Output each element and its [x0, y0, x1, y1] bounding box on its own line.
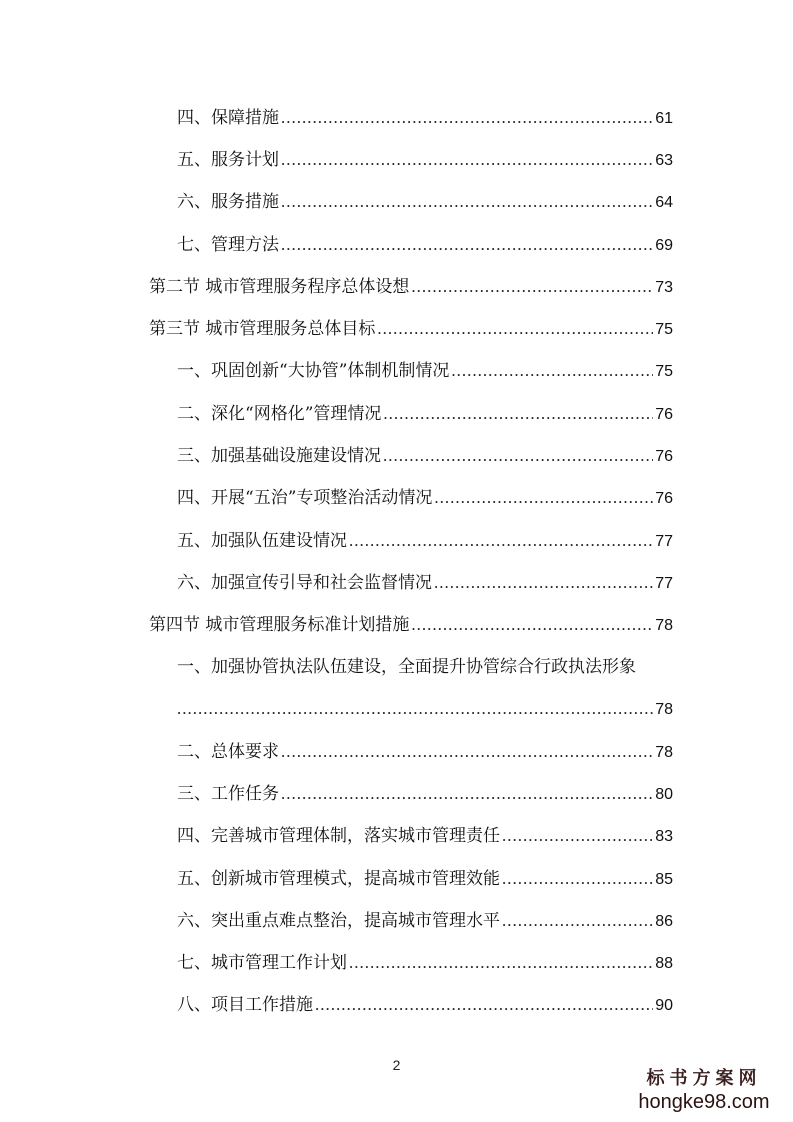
- toc-entry-label: 八、项目工作措施: [177, 995, 313, 1015]
- toc-entry-page: 85: [655, 871, 673, 888]
- toc-entry-label: 六、服务措施: [177, 192, 279, 212]
- toc-entry-page: 73: [655, 279, 673, 296]
- dot-leader: [377, 317, 653, 341]
- dot-leader: [434, 571, 653, 595]
- toc-entry-label: 第三节 城市管理服务总体目标: [149, 319, 376, 339]
- toc-entry-label: 七、城市管理工作计划: [177, 953, 347, 973]
- dot-leader: [502, 909, 653, 933]
- dot-leader: [434, 486, 653, 510]
- dot-leader: [411, 275, 653, 299]
- toc-entry[interactable]: [177, 444, 673, 468]
- toc-entry-page: 75: [655, 321, 673, 338]
- dot-leader: [281, 233, 653, 257]
- toc-entry[interactable]: [177, 106, 673, 130]
- toc-entry[interactable]: [177, 190, 673, 214]
- toc-entry[interactable]: [177, 402, 673, 426]
- dot-leader: [502, 867, 653, 891]
- toc-entry-label: 七、管理方法: [177, 235, 279, 255]
- toc-entry-page: 77: [655, 533, 673, 550]
- toc-entry-page: 63: [655, 152, 673, 169]
- toc-entry-label: 六、加强宣传引导和社会监督情况: [177, 573, 432, 593]
- toc-entry-page: 69: [655, 237, 673, 254]
- page-number: 2: [392, 1057, 401, 1073]
- toc-entry[interactable]: [177, 867, 673, 891]
- toc-entry[interactable]: [177, 824, 673, 848]
- toc-entry-label: 四、保障措施: [177, 108, 279, 128]
- dot-leader: [315, 993, 653, 1017]
- dot-leader: [281, 782, 653, 806]
- toc-entry-page: 88: [655, 955, 673, 972]
- toc-entry-label: 五、加强队伍建设情况: [177, 531, 347, 551]
- toc-entry-label: 四、完善城市管理体制，落实城市管理责任: [177, 826, 500, 846]
- toc-entry-label: 四、开展“五治”专项整治活动情况: [177, 488, 433, 508]
- toc-entry-label: 一、巩固创新“大协管”体制机制情况: [177, 361, 450, 381]
- watermark-logo: [629, 1068, 779, 1114]
- watermark-title: 标书方案网: [646, 1068, 762, 1089]
- toc-entry-label-wrapped[interactable]: 一、加强协管执法队伍建设，全面提升协管综合行政执法形象: [177, 657, 636, 677]
- toc-entry-page: 78: [655, 617, 673, 634]
- toc-entry-page: 76: [655, 406, 673, 423]
- toc-entry[interactable]: [177, 782, 673, 806]
- toc-entry-page: 75: [655, 363, 673, 380]
- toc-entry-label: 五、创新城市管理模式，提高城市管理效能: [177, 869, 500, 889]
- toc-section-entry[interactable]: [149, 275, 673, 299]
- toc-entry-label: 二、总体要求: [177, 742, 279, 762]
- toc-entry[interactable]: [177, 993, 673, 1017]
- dot-leader: [281, 148, 653, 172]
- dot-leader: [349, 951, 653, 975]
- toc-entry[interactable]: [177, 529, 673, 553]
- toc-entry-page: 76: [655, 490, 673, 507]
- toc-entry[interactable]: [177, 148, 673, 172]
- dot-leader: [281, 740, 653, 764]
- toc-entry-label: 六、突出重点难点整治，提高城市管理水平: [177, 911, 500, 931]
- toc-entry-page: 80: [655, 786, 673, 803]
- toc-entry-label: 第四节 城市管理服务标准计划措施: [149, 615, 410, 635]
- toc-entry-page: 90: [655, 997, 673, 1014]
- toc-entry-page: 64: [655, 194, 673, 211]
- dot-leader: [281, 106, 653, 130]
- dot-leader: [451, 359, 653, 383]
- toc-entry[interactable]: [177, 909, 673, 933]
- toc-entry-page: 77: [655, 575, 673, 592]
- toc-entry-page: 78: [655, 701, 673, 718]
- dot-leader: [383, 402, 653, 426]
- dot-leader: [383, 444, 653, 468]
- toc-entry-page: 78: [655, 744, 673, 761]
- dot-leader: [281, 190, 653, 214]
- toc-entry[interactable]: [177, 740, 673, 764]
- toc-entry-page: 76: [655, 448, 673, 465]
- dot-leader: [349, 529, 653, 553]
- toc-entry-label: 二、深化“网格化”管理情况: [177, 404, 382, 424]
- toc-entry-label: 第二节 城市管理服务程序总体设想: [149, 277, 410, 297]
- toc-entry-label: 三、工作任务: [177, 784, 279, 804]
- dot-leader: [411, 613, 653, 637]
- toc-entry-page: 86: [655, 913, 673, 930]
- toc-entry-continuation[interactable]: [177, 697, 673, 721]
- toc-section-entry[interactable]: [149, 317, 673, 341]
- toc-entry-label: 五、服务计划: [177, 150, 279, 170]
- toc-entry[interactable]: [177, 359, 673, 383]
- watermark-url: hongke98.com: [638, 1091, 770, 1113]
- toc-entry-label: 三、加强基础设施建设情况: [177, 446, 381, 466]
- toc-entry[interactable]: [177, 486, 673, 510]
- toc-entry-page: 83: [655, 828, 673, 845]
- toc-entry[interactable]: [177, 951, 673, 975]
- toc-section-entry[interactable]: [149, 613, 673, 637]
- toc-entry[interactable]: [177, 233, 673, 257]
- dot-leader: [177, 697, 653, 721]
- toc-entry-page: 61: [655, 110, 673, 127]
- dot-leader: [502, 824, 653, 848]
- toc-entry[interactable]: [177, 571, 673, 595]
